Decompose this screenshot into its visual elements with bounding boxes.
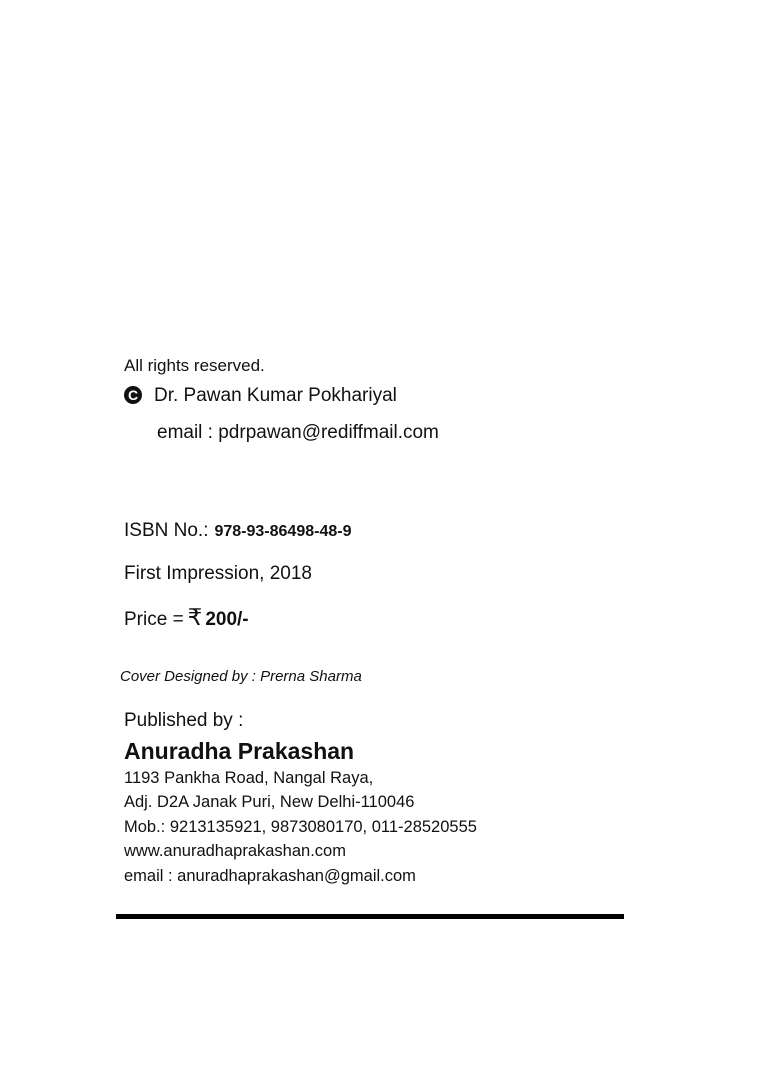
copyright-icon: C [124, 386, 142, 404]
publisher-address-line: Adj. D2A Janak Puri, New Delhi-110046 [124, 793, 415, 811]
copyright-line [124, 385, 397, 407]
impression-line: First Impression, 2018 [124, 563, 312, 584]
author-email: email : pdrpawan@rediffmail.com [157, 422, 439, 443]
price-value: 200/- [205, 609, 249, 630]
rupee-icon: ₹ [187, 604, 203, 630]
publisher-address-line: 1193 Pankha Road, Nangal Raya, [124, 769, 374, 787]
rights-statement: All rights reserved. [124, 356, 265, 375]
publisher-email: email : anuradhaprakashan@gmail.com [124, 867, 416, 885]
isbn-line [124, 520, 351, 542]
price-label: Price = [124, 609, 184, 630]
cover-credit: Cover Designed by : Prerna Sharma [120, 668, 362, 685]
publisher-name: Anuradha Prakashan [124, 738, 355, 764]
copyright-holder: Dr. Pawan Kumar Pokhariyal [154, 385, 397, 406]
published-by-label: Published by : [124, 710, 244, 731]
publisher-phone: Mob.: 9213135921, 9873080170, 011-28520555 [124, 818, 477, 836]
bottom-rule [116, 914, 624, 919]
isbn-label: ISBN No.: [124, 520, 209, 541]
price-line [124, 604, 249, 631]
isbn-value: 978-93-86498-48-9 [214, 523, 352, 540]
publisher-website: www.anuradhaprakashan.com [124, 842, 346, 860]
